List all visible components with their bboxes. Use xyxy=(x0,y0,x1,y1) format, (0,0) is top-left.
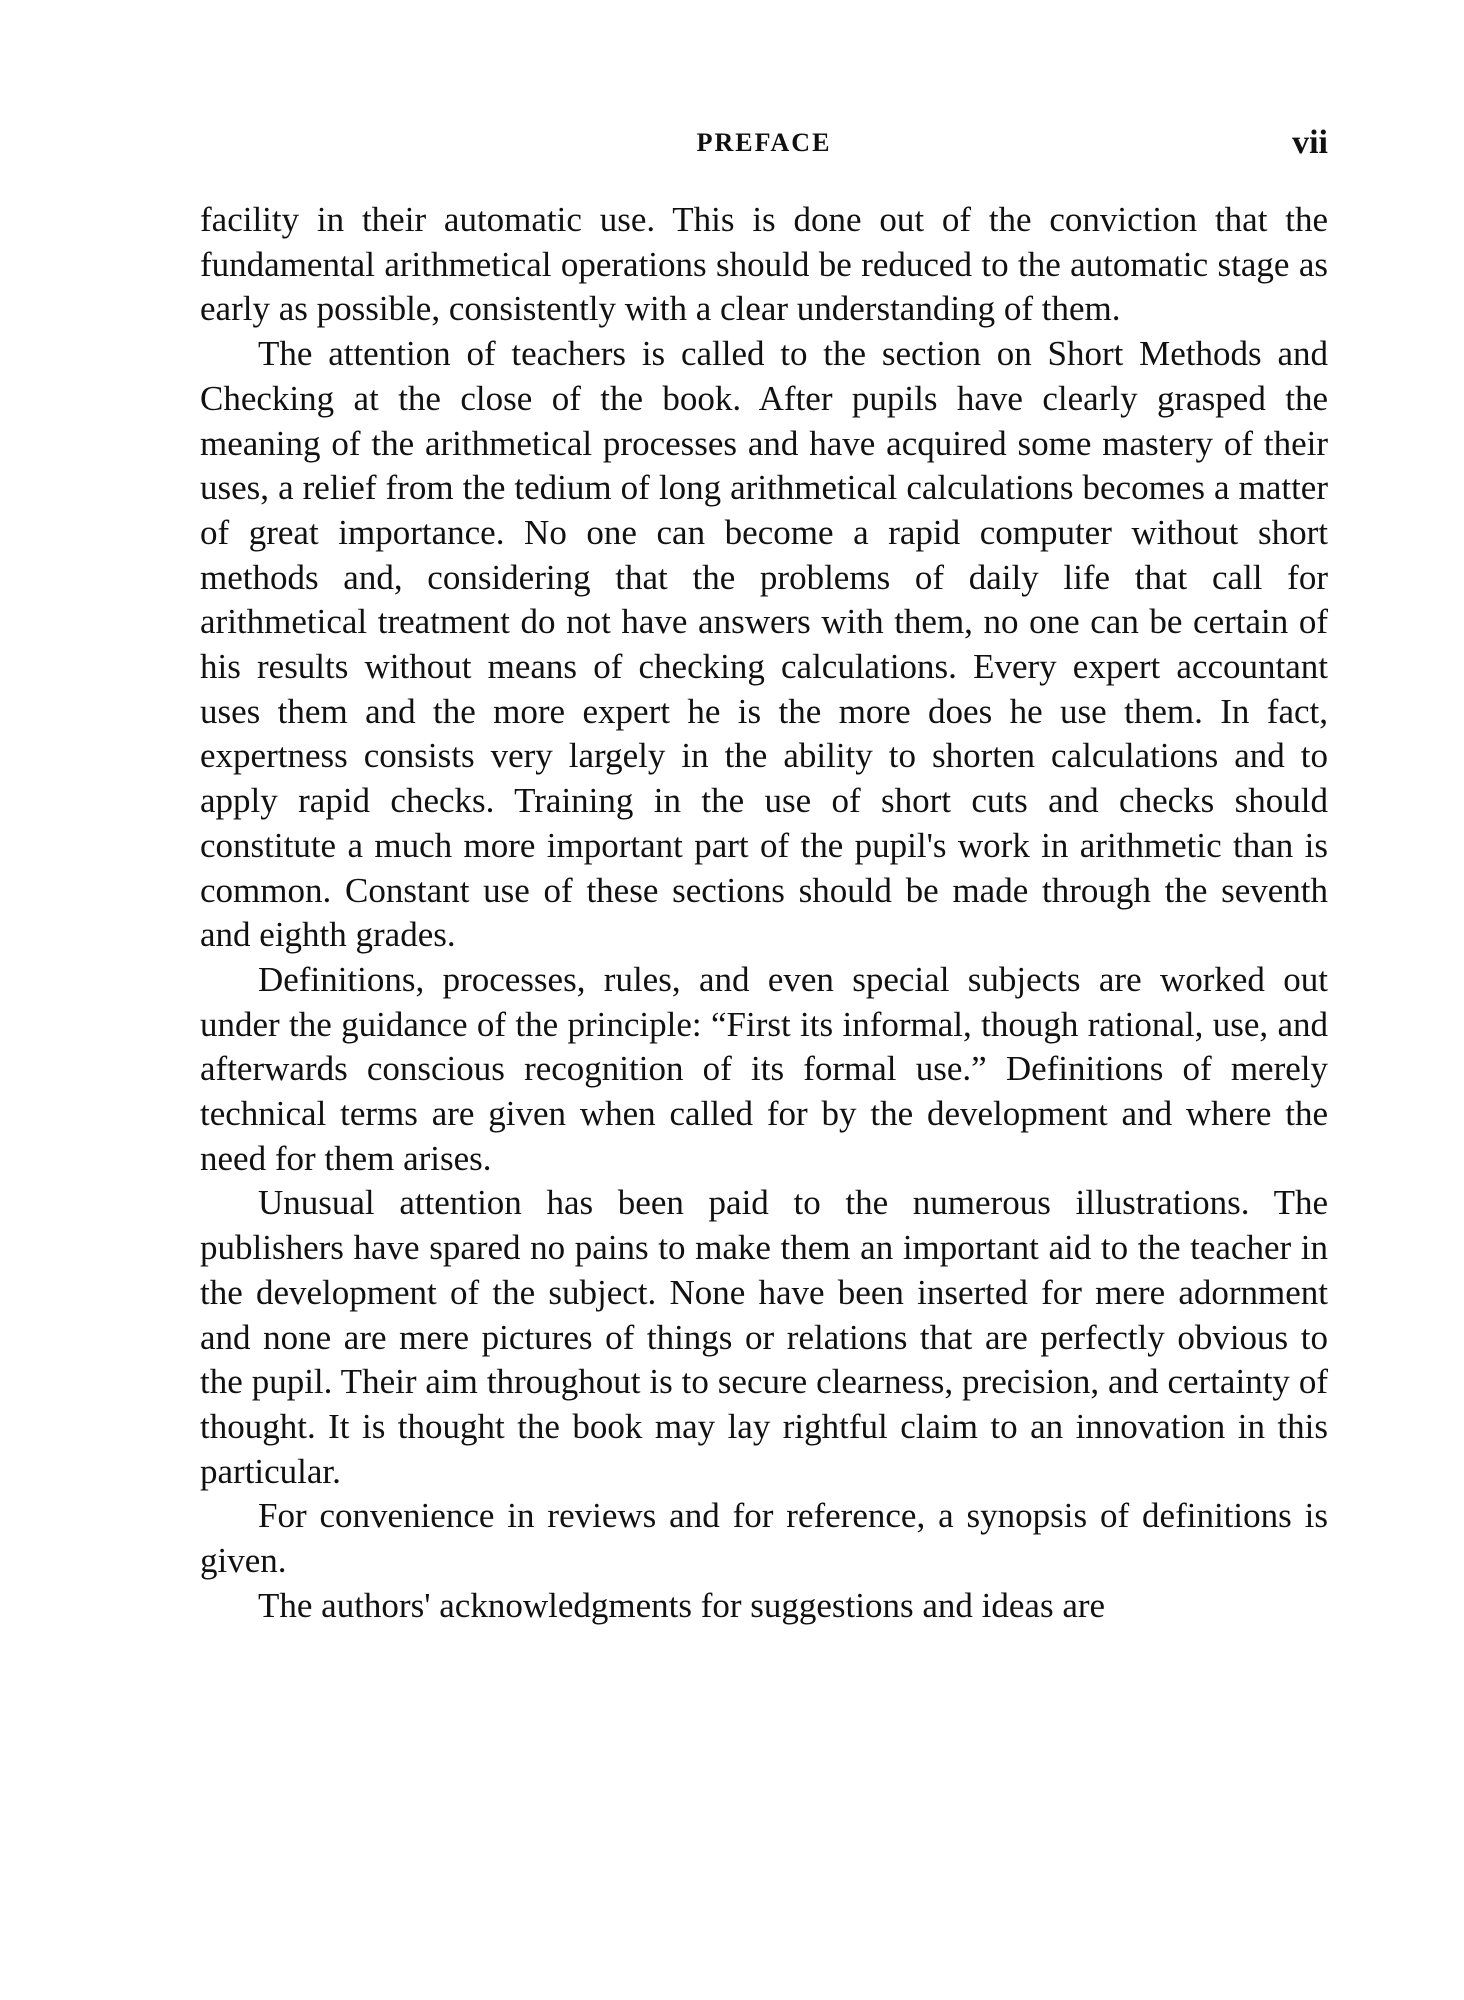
paragraph-illustrations: Unusual attention has been paid to the numerous illustrations. The publishers have spared no pains to make them an important aid to the teacher in the development of the subject. None have been inserted for mere adornment and none are mere pictures of things or relations that are perfectly obvious to the pupil. Their aim throughout is to secure clearness, precision, and certainty of thought. It is thought the book may lay rightful claim to an innovation in this particular. xyxy=(200,1183,1328,1491)
paragraph-definitions: Definitions, processes, rules, and even special subjects are worked out under the guidance of the principle: “First its informal, though rational, use, and afterwards conscious recognition of its formal use.” Definitions of merely technical terms are given when called for by the development and where the need for them arises. xyxy=(200,959,1328,1178)
paragraph-short-methods: The attention of teachers is called to the section on Short Methods and Checking at the close of the book. After pupils have clearly grasped the meaning of the arithmetical processes and have acquired some mastery of their uses, a relief from the tedium of long arithmetical calculations becomes a matter of great importance. No one can become a rapid computer without short methods and, considering that the problems of daily life that call for arithmetical treatment do not have answers with them, no one can be certain of his results without means of checking calculations. Every expert accountant uses them and the more expert he is the more does he use them. In fact, expertness consists very largely in the ability to shorten calculations and to apply rapid checks. Training in the use of short cuts and checks should constitute a much more important part of the pupil's work in arithmetic than is common. Constant use of these sections should be made through the seventh and eighth grades. xyxy=(200,334,1328,955)
preface-body xyxy=(200,198,1328,1629)
running-title: PREFACE xyxy=(696,128,832,157)
paragraph-acknowledgments: The authors' acknowledgments for suggestions and ideas are xyxy=(258,1585,1106,1625)
running-head xyxy=(200,124,1328,168)
paragraph-synopsis: For convenience in reviews and for reference, a synopsis of definitions is given. xyxy=(200,1496,1328,1581)
paragraph-continued: facility in their automatic use. This is done out of the conviction that the fundamental arithmetical operations should be reduced to the automatic stage as early as possible, consistently with a clear understanding of them. xyxy=(200,200,1328,329)
page-number: vii xyxy=(1292,124,1328,161)
